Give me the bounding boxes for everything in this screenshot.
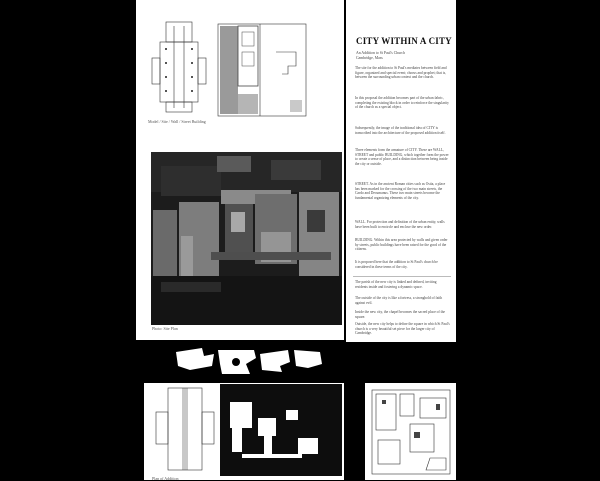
- church-plan-drawing: [146, 18, 214, 118]
- body-paragraph: Outside, the new city helps to define the square in which St Paul's church is a very beautiful set piece for the larger city of Cambridge.: [355, 322, 450, 336]
- small-site-plan-drawing: [370, 388, 452, 476]
- body-paragraph: The parish of the new city is linked and defined, inviting residents inside and fostering a dynamic space.: [355, 280, 437, 289]
- body-paragraph: It is proposed here that the addition to St Paul's church be considered in these terms of the city.: [355, 260, 438, 269]
- body-paragraph: Subsequently, the image of the traditional idea of CITY is transcribed into the architecture of the proposed addition itself.: [355, 126, 446, 135]
- body-paragraph: The site for the addition to St Paul's mediates between field and figure, organized and special event; chorus and prophet; that is, between the surrounding urban context and the church.: [355, 66, 447, 80]
- bottom-left-caption: Plan of Addition: [152, 476, 179, 481]
- model-photograph: [151, 152, 342, 325]
- divider: [353, 276, 451, 277]
- subtitle: [356, 51, 405, 60]
- body-paragraph: The outside of the city is like a fortress, a stronghold of faith against evil.: [355, 296, 443, 305]
- figure-ground-silhouette: [170, 344, 340, 380]
- body-paragraph: WALL. For protection and definition of the urban entity, walls have been built to encircle and enclose the new order.: [355, 220, 445, 229]
- ground-plan-drawing: [146, 384, 342, 476]
- top-left-caption: Model / Site / Wall / Street Building: [148, 119, 206, 124]
- body-paragraph: STREET. As in the ancient Roman cities such as Ostia, a place has been marked for the crossing of the two main streets, the Cardo and Decumanus. These two main streets become the fundamental organizing elements of the city.: [355, 182, 446, 200]
- body-paragraph: BUILDING. Within this area protected by walls and given order by streets, public buildings have been raised for the good of the citizens.: [355, 238, 448, 252]
- subtitle-line: An Addition to St Paul's Church: [356, 51, 405, 55]
- page-title: CITY WITHIN A CITY: [356, 36, 452, 46]
- photo-caption: Photo: Site Plan: [152, 326, 178, 331]
- subtitle-line: Cambridge, Mass: [356, 55, 383, 60]
- body-paragraph: Inside the new city, the chapel becomes the sacred place of the square.: [355, 310, 445, 319]
- body-paragraph: In this proposal the addition becomes part of the urban fabric, completing the existing block in order to reinforce the singularity of the church as a special object.: [355, 96, 449, 110]
- body-paragraph: Three elements form the armature of CITY. These are WALL, STREET and public BUILDING, which together form the power to create a sense of place, and a distinction between being inside the city or outside.: [355, 148, 449, 166]
- addition-section-drawing: [216, 22, 310, 120]
